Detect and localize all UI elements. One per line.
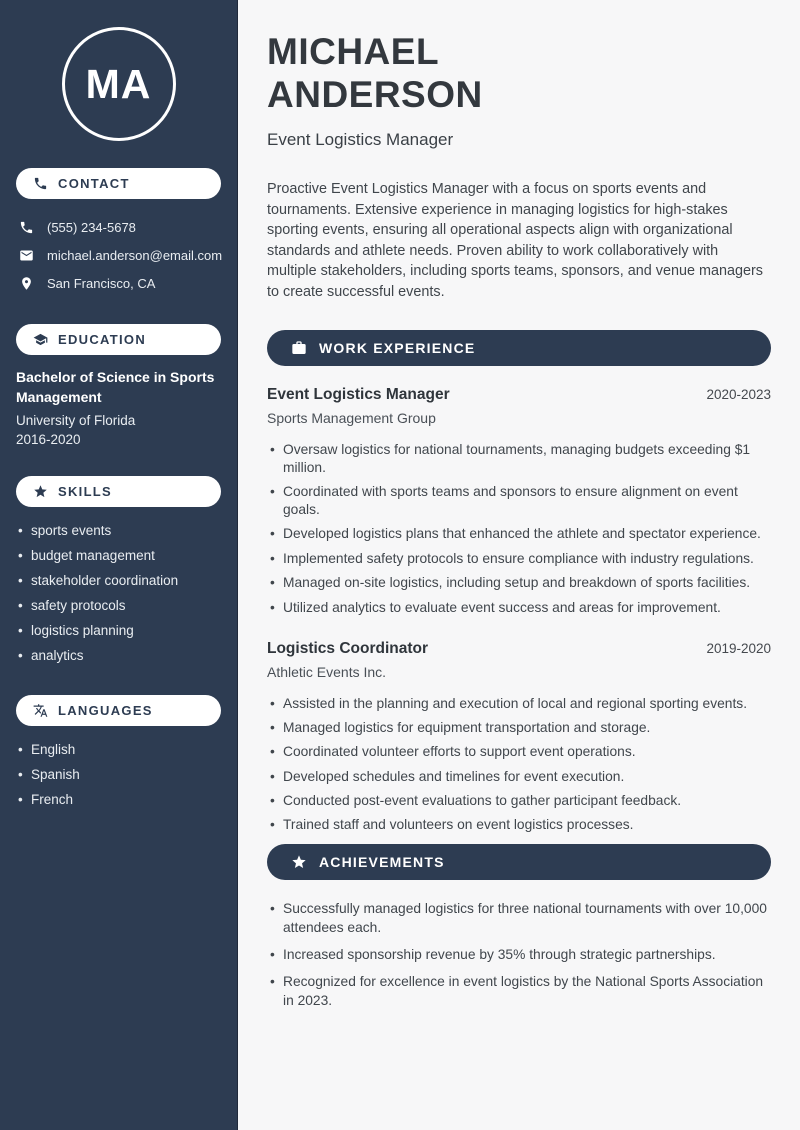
briefcase-icon xyxy=(291,340,307,356)
skills-list xyxy=(16,518,221,668)
job-bullet: • Coordinated volunteer efforts to support event operations. xyxy=(267,743,771,761)
contact-row-location xyxy=(16,269,221,297)
languages-section-header xyxy=(16,695,221,726)
job-entry xyxy=(267,640,771,835)
achievements-list xyxy=(267,899,771,1010)
education-section-header xyxy=(16,324,221,355)
person-name-line2: ANDERSON xyxy=(267,74,483,115)
job-bullet: • Trained staff and volunteers on event logistics processes. xyxy=(267,816,771,834)
job-head xyxy=(267,386,771,404)
job-bullet: • Managed logistics for equipment transportation and storage. xyxy=(267,719,771,737)
contact-header-label: CONTACT xyxy=(58,176,130,191)
translate-icon xyxy=(33,703,48,718)
job-title: Logistics Coordinator xyxy=(267,639,429,657)
professional-summary: Proactive Event Logistics Manager with a focus on sports events and tournaments. Extensive experience in managing logistics for high-stakes sporting events, ensuring all operational aspects align with organizational standards and athlete needs. Proven ability to work collaboratively with multiple stakeholders, including sports teams, sponsors, and venue managers to create successful events. xyxy=(267,181,763,300)
job-head xyxy=(267,640,771,658)
languages-header-label: LANGUAGES xyxy=(58,703,153,718)
contact-section-header xyxy=(16,168,221,199)
skill-item: • stakeholder coordination xyxy=(16,568,221,593)
phone-number: (555) 234-5678 xyxy=(47,219,136,235)
location-icon xyxy=(19,276,34,291)
language-item: • English xyxy=(16,737,221,762)
avatar xyxy=(62,27,176,141)
job-company: Athletic Events Inc. xyxy=(267,663,387,680)
skills-section-header xyxy=(16,476,221,507)
work-experience-header-label: WORK EXPERIENCE xyxy=(319,339,476,356)
job-bullet: • Oversaw logistics for national tournaments, managing budgets exceeding $1 million. xyxy=(267,441,771,477)
education-entry xyxy=(16,368,221,449)
job-bullet: • Assisted in the planning and execution of local and regional sporting events. xyxy=(267,695,771,713)
job-entry xyxy=(267,386,771,617)
job-dates: 2019-2020 xyxy=(706,640,771,656)
education-header-label: EDUCATION xyxy=(58,332,147,347)
main-content xyxy=(238,0,800,1130)
achievements-header-label: ACHIEVEMENTS xyxy=(319,854,445,871)
job-bullet: • Implemented safety protocols to ensure compliance with industry regulations. xyxy=(267,550,771,568)
person-job-title: Event Logistics Manager xyxy=(267,130,454,149)
job-bullet: • Developed logistics plans that enhanced the athlete and spectator experience. xyxy=(267,525,771,543)
contact-list xyxy=(16,213,221,297)
sidebar xyxy=(0,0,238,1130)
job-company: Sports Management Group xyxy=(267,409,436,426)
job-bullet: • Coordinated with sports teams and sponsors to ensure alignment on event goals. xyxy=(267,483,771,519)
email-address: michael.anderson@email.com xyxy=(47,247,223,263)
contact-row-email xyxy=(16,241,221,269)
job-title: Event Logistics Manager xyxy=(267,385,450,403)
person-name xyxy=(267,30,771,116)
degree-name: Bachelor of Science in Sports Management xyxy=(16,369,215,405)
location-text: San Francisco, CA xyxy=(47,275,156,291)
skill-item: • safety protocols xyxy=(16,593,221,618)
star-icon xyxy=(291,854,307,870)
skills-header-label: SKILLS xyxy=(58,484,113,499)
job-bullet: • Conducted post-event evaluations to gather participant feedback. xyxy=(267,792,771,810)
skill-item: • analytics xyxy=(16,643,221,668)
skill-item: • budget management xyxy=(16,543,221,568)
job-bullet: • Developed schedules and timelines for event execution. xyxy=(267,768,771,786)
phone-icon xyxy=(33,176,48,191)
language-item: • French xyxy=(16,787,221,812)
achievement-bullet: • Increased sponsorship revenue by 35% through strategic partnerships. xyxy=(267,945,771,964)
job-bullet-list xyxy=(267,441,771,617)
job-dates: 2020-2023 xyxy=(706,386,771,402)
graduation-cap-icon xyxy=(33,332,48,347)
education-years: 2016-2020 xyxy=(16,432,81,447)
phone-icon xyxy=(19,220,34,235)
achievements-section-header xyxy=(267,844,771,880)
avatar-initials: MA xyxy=(85,60,152,107)
school-name: University of Florida xyxy=(16,413,136,428)
job-bullet: • Managed on-site logistics, including setup and breakdown of sports facilities. xyxy=(267,574,771,592)
star-icon xyxy=(33,484,48,499)
work-experience-section-header xyxy=(267,330,771,366)
contact-row-phone xyxy=(16,213,221,241)
skill-item: • logistics planning xyxy=(16,618,221,643)
language-item: • Spanish xyxy=(16,762,221,787)
languages-list xyxy=(16,737,221,812)
person-name-line1: MICHAEL xyxy=(267,31,440,72)
email-icon xyxy=(19,248,34,263)
achievement-bullet: • Recognized for excellence in event logistics by the National Sports Association in 2023. xyxy=(267,972,771,1010)
achievement-bullet: • Successfully managed logistics for three national tournaments with over 10,000 attendees each. xyxy=(267,899,771,937)
skill-item: • sports events xyxy=(16,518,221,543)
job-bullet: • Utilized analytics to evaluate event success and areas for improvement. xyxy=(267,599,771,617)
job-bullet-list xyxy=(267,695,771,835)
